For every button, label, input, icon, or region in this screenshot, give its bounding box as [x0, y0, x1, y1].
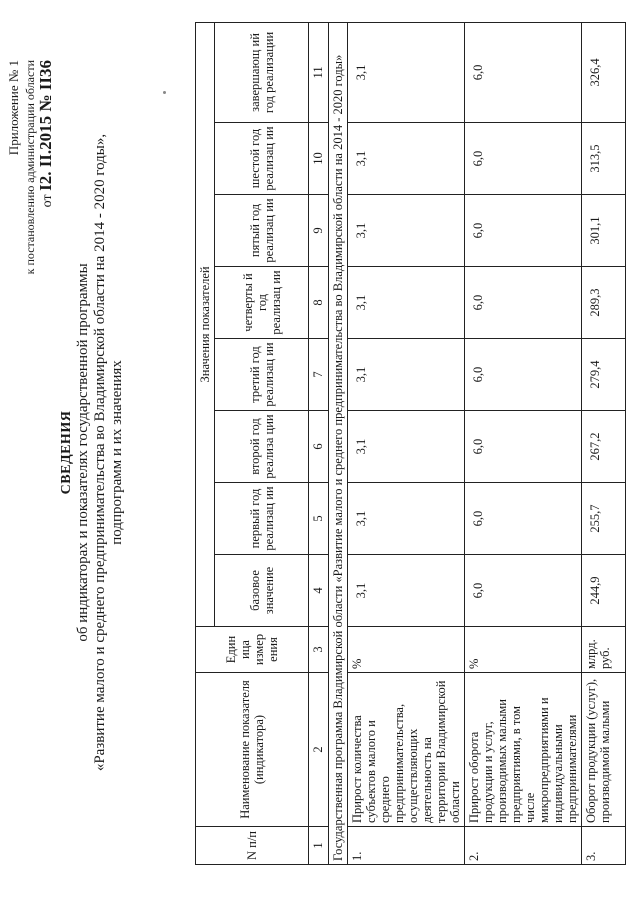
col-number: 8 — [309, 267, 329, 339]
col-number: 5 — [309, 483, 329, 555]
row-unit: % — [348, 627, 465, 673]
heading-subprograms: подпрограмм и их значениях — [109, 360, 125, 545]
row-num: 1. — [348, 827, 465, 865]
document-heading — [58, 0, 126, 905]
header-year-2: второй год реализа ции — [215, 411, 309, 483]
col-number: 10 — [309, 123, 329, 195]
col-number: 3 — [309, 627, 329, 673]
annex-resolution-line: к постановлению администрации области — [23, 60, 37, 275]
header-num: N п/п — [196, 827, 309, 865]
row-value-year-1: 3,1 — [348, 483, 465, 555]
row-value-year-7: 6,0 — [465, 22, 582, 122]
column-numbers-row — [309, 22, 329, 864]
header-year-1: первый год реализац ии — [215, 483, 309, 555]
row-value-year-3: 279,4 — [582, 339, 626, 411]
row-value-year-2: 6,0 — [465, 411, 582, 483]
indicators-table — [195, 22, 626, 865]
program-section-row — [329, 22, 348, 864]
row-value-year-4: 6,0 — [465, 267, 582, 339]
row-value-base: 244,9 — [582, 555, 626, 627]
row-value-year-3: 3,1 — [348, 339, 465, 411]
row-num: 3. — [582, 827, 626, 865]
col-number: 11 — [309, 22, 329, 122]
annex-title: Приложение № 1 — [6, 60, 21, 156]
heading-subtitle: об индикаторах и показателях государственной программы — [75, 263, 91, 642]
row-value-year-6: 313,5 — [582, 123, 626, 195]
header-year-3: третий год реализац ии — [215, 339, 309, 411]
header-values-group: Значения показателей — [196, 22, 215, 626]
col-number: 7 — [309, 339, 329, 411]
row-value-year-5: 3,1 — [348, 195, 465, 267]
row-value-year-1: 255,7 — [582, 483, 626, 555]
row-unit: % — [465, 627, 582, 673]
row-value-year-4: 289,3 — [582, 267, 626, 339]
row-value-year-7: 326,4 — [582, 22, 626, 122]
header-year-5: пятый год реализац ии — [215, 195, 309, 267]
row-value-base: 6,0 — [465, 555, 582, 627]
row-num: 2. — [465, 827, 582, 865]
row-value-year-1: 6,0 — [465, 483, 582, 555]
annex-block — [6, 60, 56, 274]
heading-program-name: «Развитие малого и среднего предпринимательства во Владимирской области на 2014 - 2020 годы», — [92, 133, 108, 772]
heading-title: СВЕДЕНИЯ — [59, 410, 74, 495]
header-name: Наименование показателя (индикатора) — [196, 673, 309, 827]
col-number: 4 — [309, 555, 329, 627]
annex-date-value: I2. II.2015 № II36 — [36, 60, 55, 191]
annex-date-prefix: от — [40, 194, 55, 208]
row-value-base: 3,1 — [348, 555, 465, 627]
header-base: базовое значение — [215, 555, 309, 627]
row-value-year-5: 6,0 — [465, 195, 582, 267]
row-indicator-name: Прирост количества субъектов малого и среднего предпринимательства, осуществляющих деятельность на территории Владимирской области — [348, 673, 465, 827]
row-indicator-name: Прирост оборота продукции и услуг, производимых малыми предприятиями, в том числе микропредприятиями и индивидуальными предпринимателями — [465, 673, 582, 827]
row-unit: млрд. руб. — [582, 627, 626, 673]
table-row — [582, 22, 626, 864]
program-section-title: Государственная программа Владимирской области «Развитие малого и среднего предпринимательства во Владимирской области на 2014 - 2020 годы» — [329, 22, 348, 864]
header-year-4: четверты й год реализац ии — [215, 267, 309, 339]
row-value-year-6: 3,1 — [348, 123, 465, 195]
header-year-7: завершающ ий год реализации — [215, 22, 309, 122]
col-number: 1 — [309, 827, 329, 865]
header-row-1 — [196, 22, 215, 864]
col-number: 6 — [309, 411, 329, 483]
row-value-year-2: 3,1 — [348, 411, 465, 483]
table-row — [465, 22, 582, 864]
annex-date-line — [38, 60, 56, 274]
row-value-year-3: 6,0 — [465, 339, 582, 411]
row-value-year-6: 6,0 — [465, 123, 582, 195]
table-row — [348, 22, 465, 864]
row-value-year-4: 3,1 — [348, 267, 465, 339]
header-year-6: шестой год реализац ии — [215, 123, 309, 195]
col-number: 2 — [309, 673, 329, 827]
row-value-year-2: 267,2 — [582, 411, 626, 483]
col-number: 9 — [309, 195, 329, 267]
row-value-year-7: 3,1 — [348, 22, 465, 122]
row-value-year-5: 301,1 — [582, 195, 626, 267]
header-unit: Един ица измер ения — [196, 627, 309, 673]
row-indicator-name: Оборот продукции (услуг), производимой малыми — [582, 673, 626, 827]
